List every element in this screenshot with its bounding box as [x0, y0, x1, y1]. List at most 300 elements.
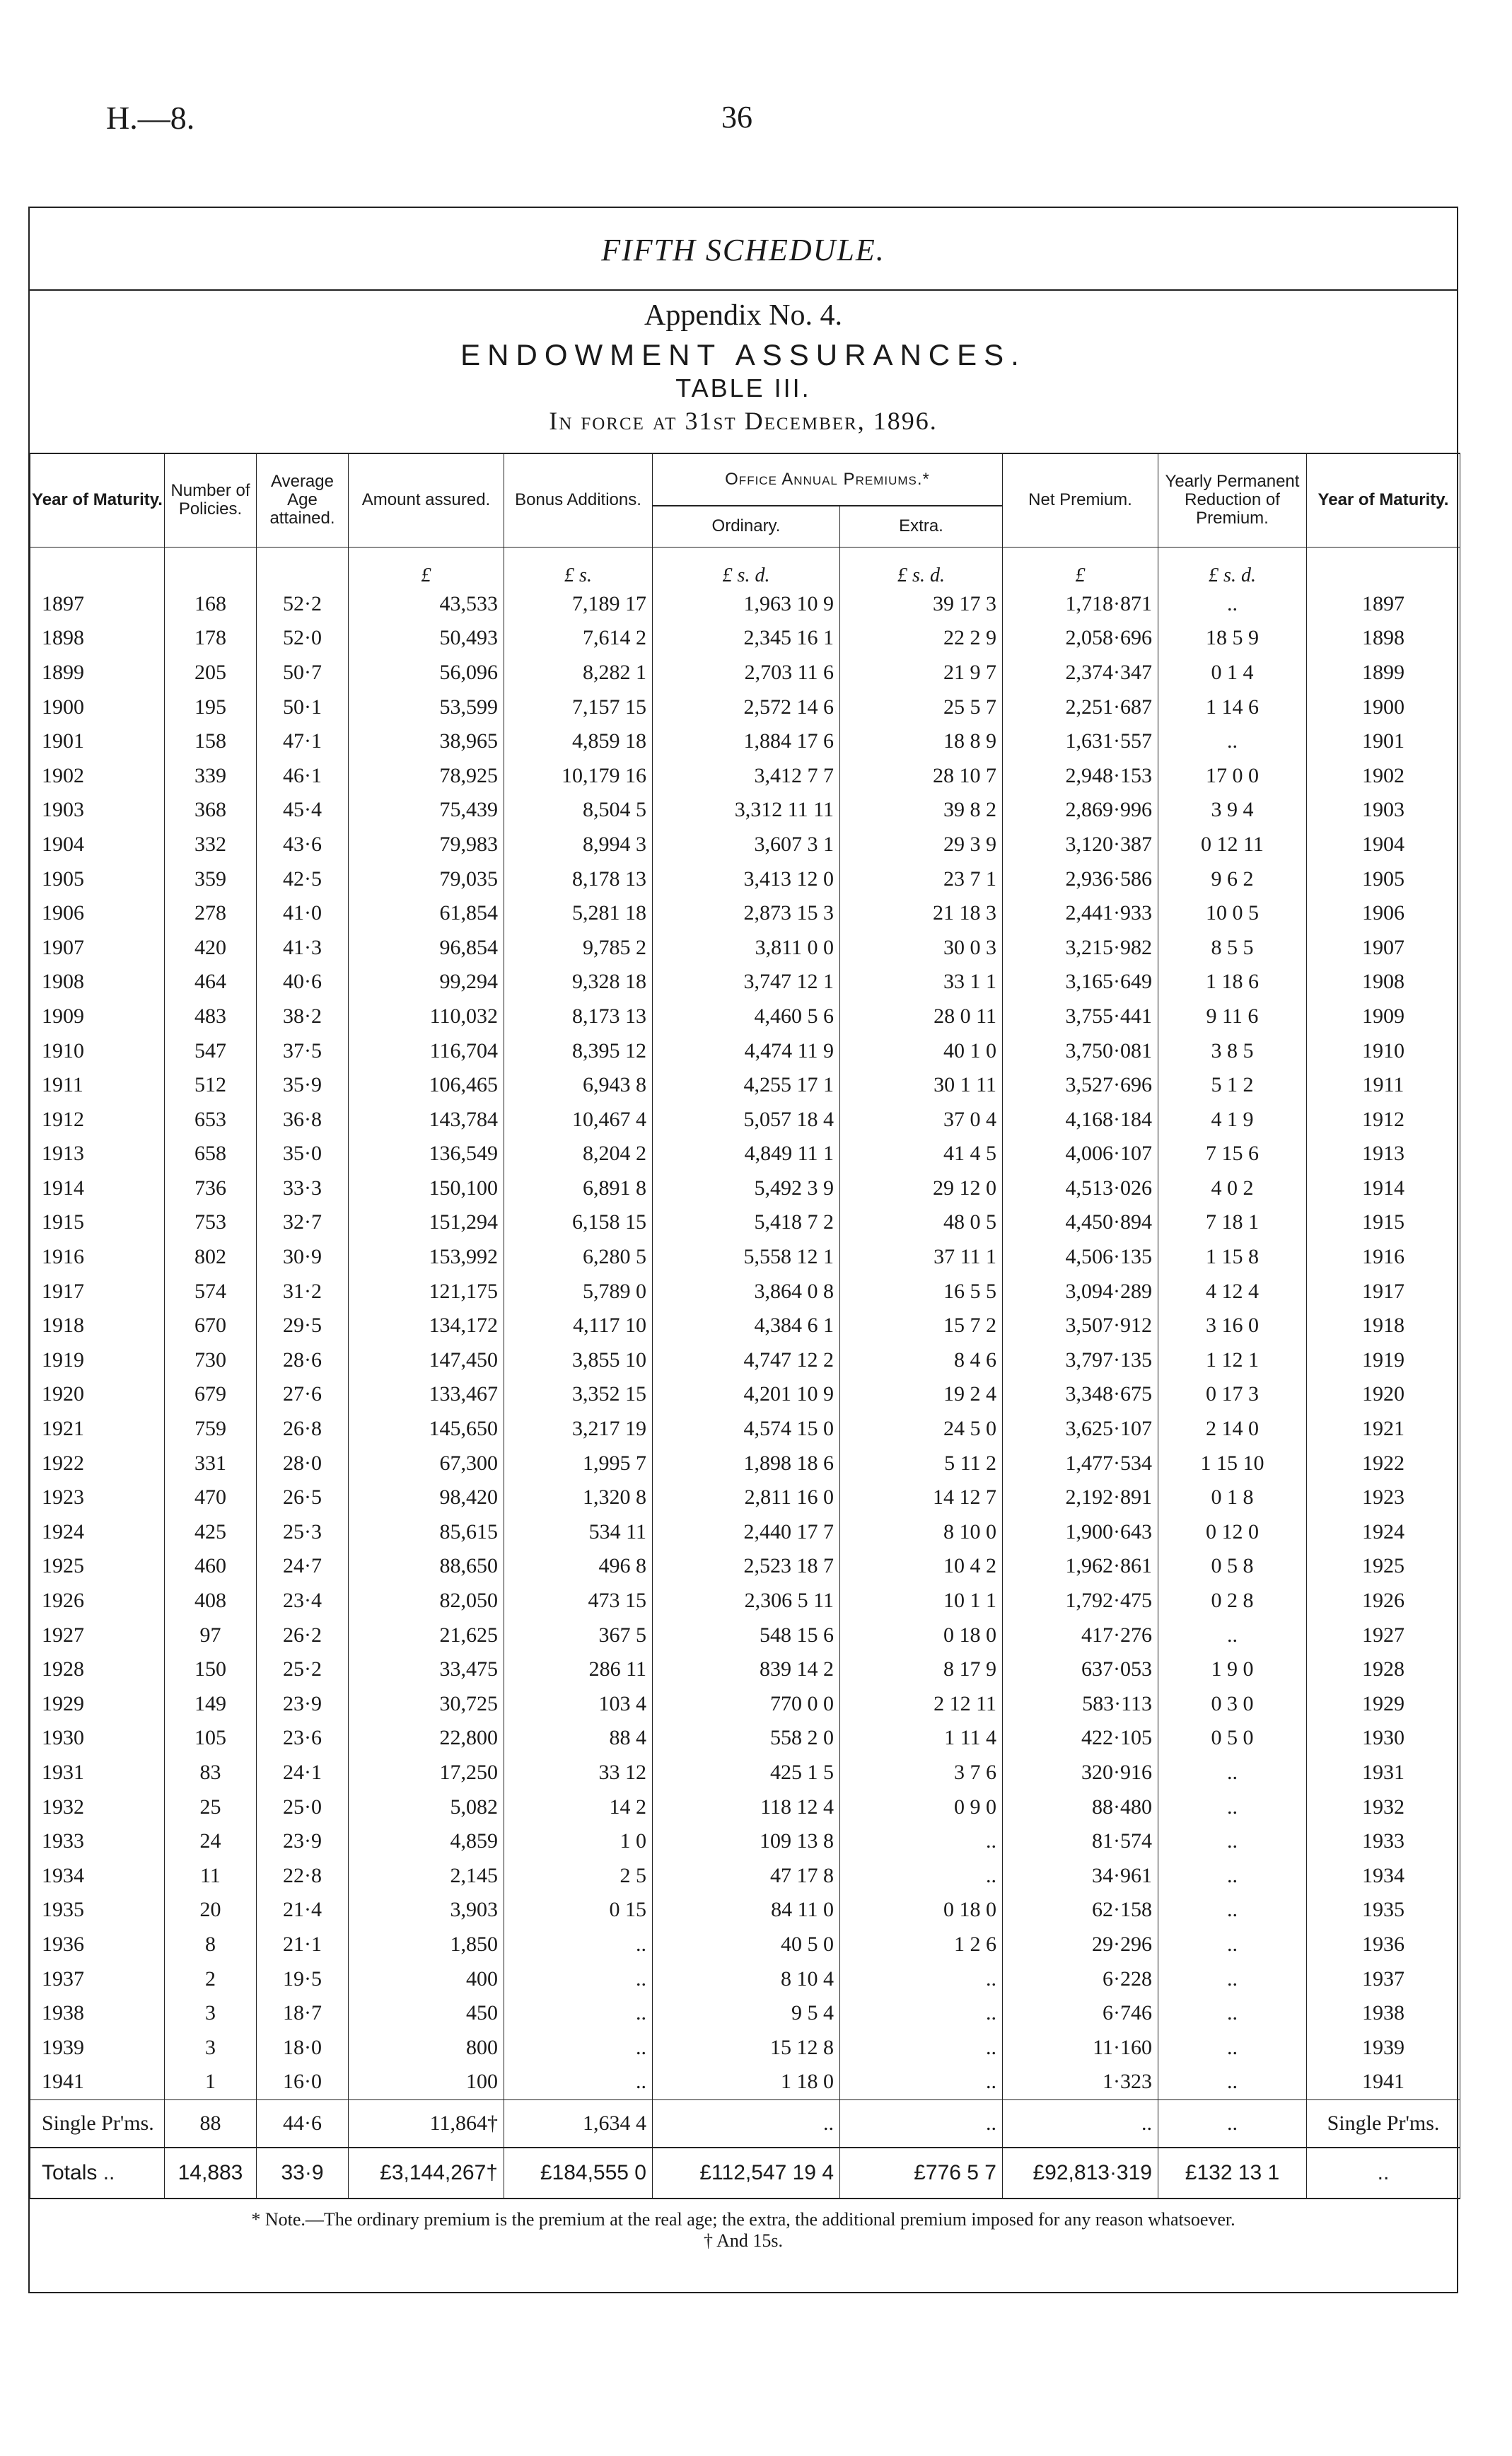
table-cell: Totals .. — [30, 2148, 165, 2199]
table-cell: 4,460 5 6 — [653, 1000, 840, 1034]
table-row — [30, 1446, 1460, 1481]
table-cell: 1931 — [1307, 1756, 1460, 1790]
table-cell: 1941 — [30, 2065, 165, 2099]
table-row — [30, 1343, 1460, 1378]
table-cell: 14,883 — [165, 2148, 257, 2199]
table-cell: 4,117 10 — [504, 1309, 653, 1343]
table-row — [30, 621, 1460, 656]
table-cell: .. — [1158, 2099, 1307, 2148]
table-cell: 1939 — [30, 2030, 165, 2065]
col-yearly: Yearly Permanent Reduction of Premium. — [1158, 453, 1307, 547]
col-age: Average Age attained. — [257, 453, 349, 547]
table-cell: 4,201 10 9 — [653, 1377, 840, 1412]
table-cell: 278 — [165, 896, 257, 931]
table-row — [30, 1962, 1460, 1996]
table-cell: 547 — [165, 1033, 257, 1068]
table-cell: 3,507·912 — [1003, 1309, 1158, 1343]
table-cell: .. — [840, 1962, 1003, 1996]
table-cell: 52·2 — [257, 587, 349, 622]
table-row — [30, 1515, 1460, 1550]
table-row — [30, 862, 1460, 896]
table-cell: 1 9 0 — [1158, 1652, 1307, 1687]
table-cell: 9,785 2 — [504, 930, 653, 965]
appendix-label: Appendix No. 4. — [644, 299, 842, 332]
table-cell: 802 — [165, 1240, 257, 1275]
table-cell: 36·8 — [257, 1102, 349, 1137]
table-cell: 1911 — [30, 1068, 165, 1103]
table-cell: 4,859 18 — [504, 724, 653, 759]
table-cell: Single Pr'ms. — [1307, 2099, 1460, 2148]
table-cell: 78,925 — [349, 758, 504, 793]
table-cell: 2,523 18 7 — [653, 1549, 840, 1584]
table-cell: 21 18 3 — [840, 896, 1003, 931]
table-cell: 1932 — [30, 1790, 165, 1824]
table-cell: 1916 — [1307, 1240, 1460, 1275]
table-cell: 18·7 — [257, 1996, 349, 2031]
table-cell: 1921 — [1307, 1412, 1460, 1447]
table-cell: .. — [840, 2065, 1003, 2099]
table-cell: 43,533 — [349, 587, 504, 622]
table-cell: £184,555 0 — [504, 2148, 653, 2199]
table-cell: 1 2 6 — [840, 1928, 1003, 1962]
table-cell: .. — [1158, 1996, 1307, 2031]
table-cell: 4,255 17 1 — [653, 1068, 840, 1103]
table-cell: 50,493 — [349, 621, 504, 656]
table-cell: 48 0 5 — [840, 1205, 1003, 1240]
table-cell: 8 5 5 — [1158, 930, 1307, 965]
appendix-heading — [30, 293, 1457, 436]
table-cell: 1906 — [1307, 896, 1460, 931]
table-cell: 37·5 — [257, 1033, 349, 1068]
table-cell: 5,281 18 — [504, 896, 653, 931]
table-cell: 1,898 18 6 — [653, 1446, 840, 1481]
table-cell: 2 — [165, 1962, 257, 1996]
table-cell: 25·2 — [257, 1652, 349, 1687]
table-cell: 15 7 2 — [840, 1309, 1003, 1343]
table-cell: 11,864† — [349, 2099, 504, 2148]
table-cell: 1,963 10 9 — [653, 587, 840, 622]
table-cell: 1933 — [30, 1824, 165, 1859]
table-cell: 23·9 — [257, 1687, 349, 1722]
table-cell: 50·7 — [257, 656, 349, 690]
table-cell: 147,450 — [349, 1343, 504, 1378]
table-cell: 195 — [165, 690, 257, 724]
table-cell: 1913 — [1307, 1137, 1460, 1171]
table-row — [30, 1481, 1460, 1515]
table-row — [30, 690, 1460, 724]
table-cell: 1929 — [30, 1687, 165, 1722]
table-cell: 5 11 2 — [840, 1446, 1003, 1481]
table-row — [30, 2030, 1460, 2065]
table-cell: 2,572 14 6 — [653, 690, 840, 724]
table-cell: 3 8 5 — [1158, 1033, 1307, 1068]
table-cell: .. — [840, 1996, 1003, 2031]
table-cell: 28 10 7 — [840, 758, 1003, 793]
unit-yearly: £ s. d. — [1158, 547, 1307, 587]
table-cell: .. — [1158, 587, 1307, 622]
table-cell: 4,506·135 — [1003, 1240, 1158, 1275]
table-cell: 2,873 15 3 — [653, 896, 840, 931]
table-cell: 84 11 0 — [653, 1893, 840, 1928]
table-cell: 1 18 0 — [653, 2065, 840, 2099]
table-cell: .. — [840, 2030, 1003, 2065]
table-row — [30, 1858, 1460, 1893]
single-premiums-row — [30, 2099, 1460, 2148]
table-row — [30, 1068, 1460, 1103]
table-cell: 3,625·107 — [1003, 1412, 1158, 1447]
table-cell: 2,058·696 — [1003, 621, 1158, 656]
table-cell: 3 — [165, 1996, 257, 2031]
table-cell: 0 12 11 — [1158, 828, 1307, 862]
unit-extra: £ s. d. — [840, 547, 1003, 587]
table-cell: 33 1 1 — [840, 965, 1003, 1000]
table-cell: 30 1 11 — [840, 1068, 1003, 1103]
table-cell: 27·6 — [257, 1377, 349, 1412]
table-subtitle: In force at 31st December, 1896. — [549, 407, 938, 435]
table-cell: 1,884 17 6 — [653, 724, 840, 759]
table-cell: 19·5 — [257, 1962, 349, 1996]
table-cell: £132 13 1 — [1158, 2148, 1307, 2199]
table-row — [30, 1549, 1460, 1584]
table-cell: 1 12 1 — [1158, 1343, 1307, 1378]
table-cell: 29·5 — [257, 1309, 349, 1343]
table-cell: 3,094·289 — [1003, 1274, 1158, 1309]
table-cell: 736 — [165, 1171, 257, 1206]
col-net: Net Premium. — [1003, 453, 1158, 547]
table-cell: 1910 — [30, 1033, 165, 1068]
table-cell: 4 0 2 — [1158, 1171, 1307, 1206]
table-cell: 1928 — [30, 1652, 165, 1687]
table-cell: 2 5 — [504, 1858, 653, 1893]
table-cell: 150 — [165, 1652, 257, 1687]
table-cell: 1899 — [30, 656, 165, 690]
schedule-frame — [28, 207, 1458, 2293]
table-cell: 8 — [165, 1928, 257, 1962]
table-cell: .. — [1158, 1824, 1307, 1859]
table-cell: 25·0 — [257, 1790, 349, 1824]
table-cell: 8 4 6 — [840, 1343, 1003, 1378]
table-cell: 37 0 4 — [840, 1102, 1003, 1137]
table-cell: 25 5 7 — [840, 690, 1003, 724]
table-row — [30, 965, 1460, 1000]
table-cell: 1,995 7 — [504, 1446, 653, 1481]
table-cell: 2,306 5 11 — [653, 1584, 840, 1618]
table-cell: 39 8 2 — [840, 793, 1003, 828]
table-cell: 637·053 — [1003, 1652, 1158, 1687]
table-cell: 1938 — [30, 1996, 165, 2031]
table-cell: 1917 — [30, 1274, 165, 1309]
col-amount: Amount assured. — [349, 453, 504, 547]
document-code: H.—8. — [106, 100, 195, 136]
table-cell: 4,747 12 2 — [653, 1343, 840, 1378]
table-cell: 150,100 — [349, 1171, 504, 1206]
table-cell: 4 1 9 — [1158, 1102, 1307, 1137]
table-row — [30, 1721, 1460, 1756]
table-row — [30, 1205, 1460, 1240]
table-cell: 121,175 — [349, 1274, 504, 1309]
table-cell: 5,789 0 — [504, 1274, 653, 1309]
table-cell: 0 17 3 — [1158, 1377, 1307, 1412]
table-cell: 1,792·475 — [1003, 1584, 1158, 1618]
table-cell: .. — [1158, 1893, 1307, 1928]
table-cell: 1,631·557 — [1003, 724, 1158, 759]
table-cell: 1937 — [30, 1962, 165, 1996]
table-row — [30, 793, 1460, 828]
table-row — [30, 930, 1460, 965]
table-cell: 5,492 3 9 — [653, 1171, 840, 1206]
table-cell: 109 13 8 — [653, 1824, 840, 1859]
table-cell: .. — [1158, 1962, 1307, 1996]
table-cell: 45·4 — [257, 793, 349, 828]
table-cell: 425 1 5 — [653, 1756, 840, 1790]
table-cell: 0 5 0 — [1158, 1721, 1307, 1756]
table-cell: 17,250 — [349, 1756, 504, 1790]
unit-ordinary: £ s. d. — [653, 547, 840, 587]
table-cell: 3,217 19 — [504, 1412, 653, 1447]
table-cell: 82,050 — [349, 1584, 504, 1618]
table-cell: 100 — [349, 2065, 504, 2099]
table-cell: 1897 — [1307, 587, 1460, 622]
table-row — [30, 1412, 1460, 1447]
table-cell: 145,650 — [349, 1412, 504, 1447]
table-cell: 839 14 2 — [653, 1652, 840, 1687]
table-cell: 26·2 — [257, 1618, 349, 1652]
table-cell: 30,725 — [349, 1687, 504, 1722]
table-cell: 3,747 12 1 — [653, 965, 840, 1000]
table-cell: 23·9 — [257, 1824, 349, 1859]
table-cell: 0 1 4 — [1158, 656, 1307, 690]
table-cell: 331 — [165, 1446, 257, 1481]
table-cell: 25 — [165, 1790, 257, 1824]
table-cell: 168 — [165, 587, 257, 622]
table-cell: 56,096 — [349, 656, 504, 690]
table-cell: 8,204 2 — [504, 1137, 653, 1171]
table-cell: 52·0 — [257, 621, 349, 656]
table-cell: 408 — [165, 1584, 257, 1618]
table-cell: .. — [1003, 2099, 1158, 2148]
page-number: 36 — [721, 100, 752, 134]
table-cell: 1902 — [30, 758, 165, 793]
table-cell: 24·7 — [257, 1549, 349, 1584]
table-cell: 3,855 10 — [504, 1343, 653, 1378]
table-cell: .. — [504, 2065, 653, 2099]
table-cell: 6,158 15 — [504, 1205, 653, 1240]
table-cell: 30 0 3 — [840, 930, 1003, 965]
table-cell: 3 7 6 — [840, 1756, 1003, 1790]
table-cell: .. — [504, 1928, 653, 1962]
table-cell: 653 — [165, 1102, 257, 1137]
table-cell: 6,280 5 — [504, 1240, 653, 1275]
table-cell: 1939 — [1307, 2030, 1460, 2065]
table-cell: 1913 — [30, 1137, 165, 1171]
table-cell: 5,057 18 4 — [653, 1102, 840, 1137]
table-cell: 0 15 — [504, 1893, 653, 1928]
table-row — [30, 1652, 1460, 1687]
table-cell: 1926 — [30, 1584, 165, 1618]
table-cell: 16 5 5 — [840, 1274, 1003, 1309]
table-cell: 4,513·026 — [1003, 1171, 1158, 1206]
table-cell: 21·4 — [257, 1893, 349, 1928]
table-cell: .. — [653, 2099, 840, 2148]
table-cell: 33·3 — [257, 1171, 349, 1206]
table-cell: 2,145 — [349, 1858, 504, 1893]
table-cell: 22 2 9 — [840, 621, 1003, 656]
table-cell: 11 — [165, 1858, 257, 1893]
table-cell: 6·228 — [1003, 1962, 1158, 1996]
table-row — [30, 1000, 1460, 1034]
table-cell: 3,607 3 1 — [653, 828, 840, 862]
table-row — [30, 1309, 1460, 1343]
table-cell: 1918 — [30, 1309, 165, 1343]
table-cell: 143,784 — [349, 1102, 504, 1137]
table-cell: 28·0 — [257, 1446, 349, 1481]
table-cell: 1 15 8 — [1158, 1240, 1307, 1275]
table-row — [30, 1377, 1460, 1412]
table-cell: 3,312 11 11 — [653, 793, 840, 828]
table-cell: 512 — [165, 1068, 257, 1103]
table-cell: 1901 — [1307, 724, 1460, 759]
table-cell: 670 — [165, 1309, 257, 1343]
table-cell: 18 5 9 — [1158, 621, 1307, 656]
table-cell: 9,328 18 — [504, 965, 653, 1000]
table-cell: 1 0 — [504, 1824, 653, 1859]
table-cell: 41·0 — [257, 896, 349, 931]
table-cell: 1 15 10 — [1158, 1446, 1307, 1481]
table-cell: .. — [504, 1996, 653, 2031]
table-cell: 41·3 — [257, 930, 349, 965]
table-cell: 98,420 — [349, 1481, 504, 1515]
table-cell: 339 — [165, 758, 257, 793]
col-extra: Extra. — [840, 506, 1003, 547]
table-cell: 3 16 0 — [1158, 1309, 1307, 1343]
table-cell: 1937 — [1307, 1962, 1460, 1996]
table-cell: 1904 — [30, 828, 165, 862]
table-cell: 1898 — [1307, 621, 1460, 656]
table-row — [30, 1171, 1460, 1206]
table-cell: 2,441·933 — [1003, 896, 1158, 931]
table-cell: 332 — [165, 828, 257, 862]
table-cell: 2,948·153 — [1003, 758, 1158, 793]
table-cell: 118 12 4 — [653, 1790, 840, 1824]
table-cell: 97 — [165, 1618, 257, 1652]
table-cell: 1907 — [1307, 930, 1460, 965]
table-cell: 1·323 — [1003, 2065, 1158, 2099]
table-row — [30, 1240, 1460, 1275]
table-cell: 53,599 — [349, 690, 504, 724]
col-number: Number of Policies. — [165, 453, 257, 547]
table-cell: .. — [1158, 1858, 1307, 1893]
table-cell: 420 — [165, 930, 257, 965]
table-cell: 88·480 — [1003, 1790, 1158, 1824]
table-cell: 34·961 — [1003, 1858, 1158, 1893]
table-cell: 658 — [165, 1137, 257, 1171]
table-cell: 1924 — [30, 1515, 165, 1550]
table-row — [30, 724, 1460, 759]
table-cell: £92,813·319 — [1003, 2148, 1158, 2199]
table-cell: 1,320 8 — [504, 1481, 653, 1515]
table-cell: 1 14 6 — [1158, 690, 1307, 724]
table-cell: 158 — [165, 724, 257, 759]
table-cell: 3,527·696 — [1003, 1068, 1158, 1103]
table-cell: 8,994 3 — [504, 828, 653, 862]
table-row — [30, 1996, 1460, 2031]
table-cell: 8 10 0 — [840, 1515, 1003, 1550]
col-year: Year of Maturity. — [30, 453, 165, 547]
table-cell: 460 — [165, 1549, 257, 1584]
table-cell: 548 15 6 — [653, 1618, 840, 1652]
table-cell: 1909 — [30, 1000, 165, 1034]
table-cell: 1900 — [30, 690, 165, 724]
table-cell: 583·113 — [1003, 1687, 1158, 1722]
table-cell: 286 11 — [504, 1652, 653, 1687]
table-cell: 1914 — [30, 1171, 165, 1206]
table-cell: 1924 — [1307, 1515, 1460, 1550]
table-row — [30, 1893, 1460, 1928]
table-cell: 116,704 — [349, 1033, 504, 1068]
table-cell: .. — [840, 1824, 1003, 1859]
table-cell: 464 — [165, 965, 257, 1000]
table-cell: 42·5 — [257, 862, 349, 896]
table-cell: 1919 — [30, 1343, 165, 1378]
table-cell: 1922 — [30, 1446, 165, 1481]
table-row — [30, 1137, 1460, 1171]
table-cell: 16·0 — [257, 2065, 349, 2099]
table-cell: 22,800 — [349, 1721, 504, 1756]
table-cell: 0 3 0 — [1158, 1687, 1307, 1722]
table-cell: 470 — [165, 1481, 257, 1515]
table-row — [30, 1033, 1460, 1068]
table-cell: 47·1 — [257, 724, 349, 759]
table-row — [30, 1756, 1460, 1790]
table-cell: 8,504 5 — [504, 793, 653, 828]
table-cell: 1928 — [1307, 1652, 1460, 1687]
table-cell: 47 17 8 — [653, 1858, 840, 1893]
table-cell: 43·6 — [257, 828, 349, 862]
table-cell: 40 5 0 — [653, 1928, 840, 1962]
table-cell: 1938 — [1307, 1996, 1460, 2031]
table-cell: 35·0 — [257, 1137, 349, 1171]
table-cell: 26·5 — [257, 1481, 349, 1515]
table-cell: 1909 — [1307, 1000, 1460, 1034]
unit-amount: £ — [349, 547, 504, 587]
table-cell: 1932 — [1307, 1790, 1460, 1824]
table-cell: 1,718·871 — [1003, 587, 1158, 622]
table-cell: £3,144,267† — [349, 2148, 504, 2199]
table-cell: 24 — [165, 1824, 257, 1859]
table-cell: 61,854 — [349, 896, 504, 931]
table-cell: 7 18 1 — [1158, 1205, 1307, 1240]
table-cell: 151,294 — [349, 1205, 504, 1240]
table-cell: 7,614 2 — [504, 621, 653, 656]
totals-row — [30, 2148, 1460, 2199]
table-cell: 18·0 — [257, 2030, 349, 2065]
table-cell: 21·1 — [257, 1928, 349, 1962]
table-cell: 800 — [349, 2030, 504, 2065]
table-row — [30, 1584, 1460, 1618]
table-cell: 4,006·107 — [1003, 1137, 1158, 1171]
table-cell: 1914 — [1307, 1171, 1460, 1206]
table-cell: 3,412 7 7 — [653, 758, 840, 793]
table-row — [30, 1824, 1460, 1859]
table-cell: 1908 — [30, 965, 165, 1000]
table-cell: 473 15 — [504, 1584, 653, 1618]
table-cell: 1912 — [1307, 1102, 1460, 1137]
premium-note: * Note.—The ordinary premium is the premium at the real age; the extra, the additional premium imposed for any reason whatsoever. — [251, 2209, 1235, 2230]
table-cell: 33·9 — [257, 2148, 349, 2199]
table-cell: 1903 — [30, 793, 165, 828]
table-cell: 1900 — [1307, 690, 1460, 724]
table-cell: 14 12 7 — [840, 1481, 1003, 1515]
